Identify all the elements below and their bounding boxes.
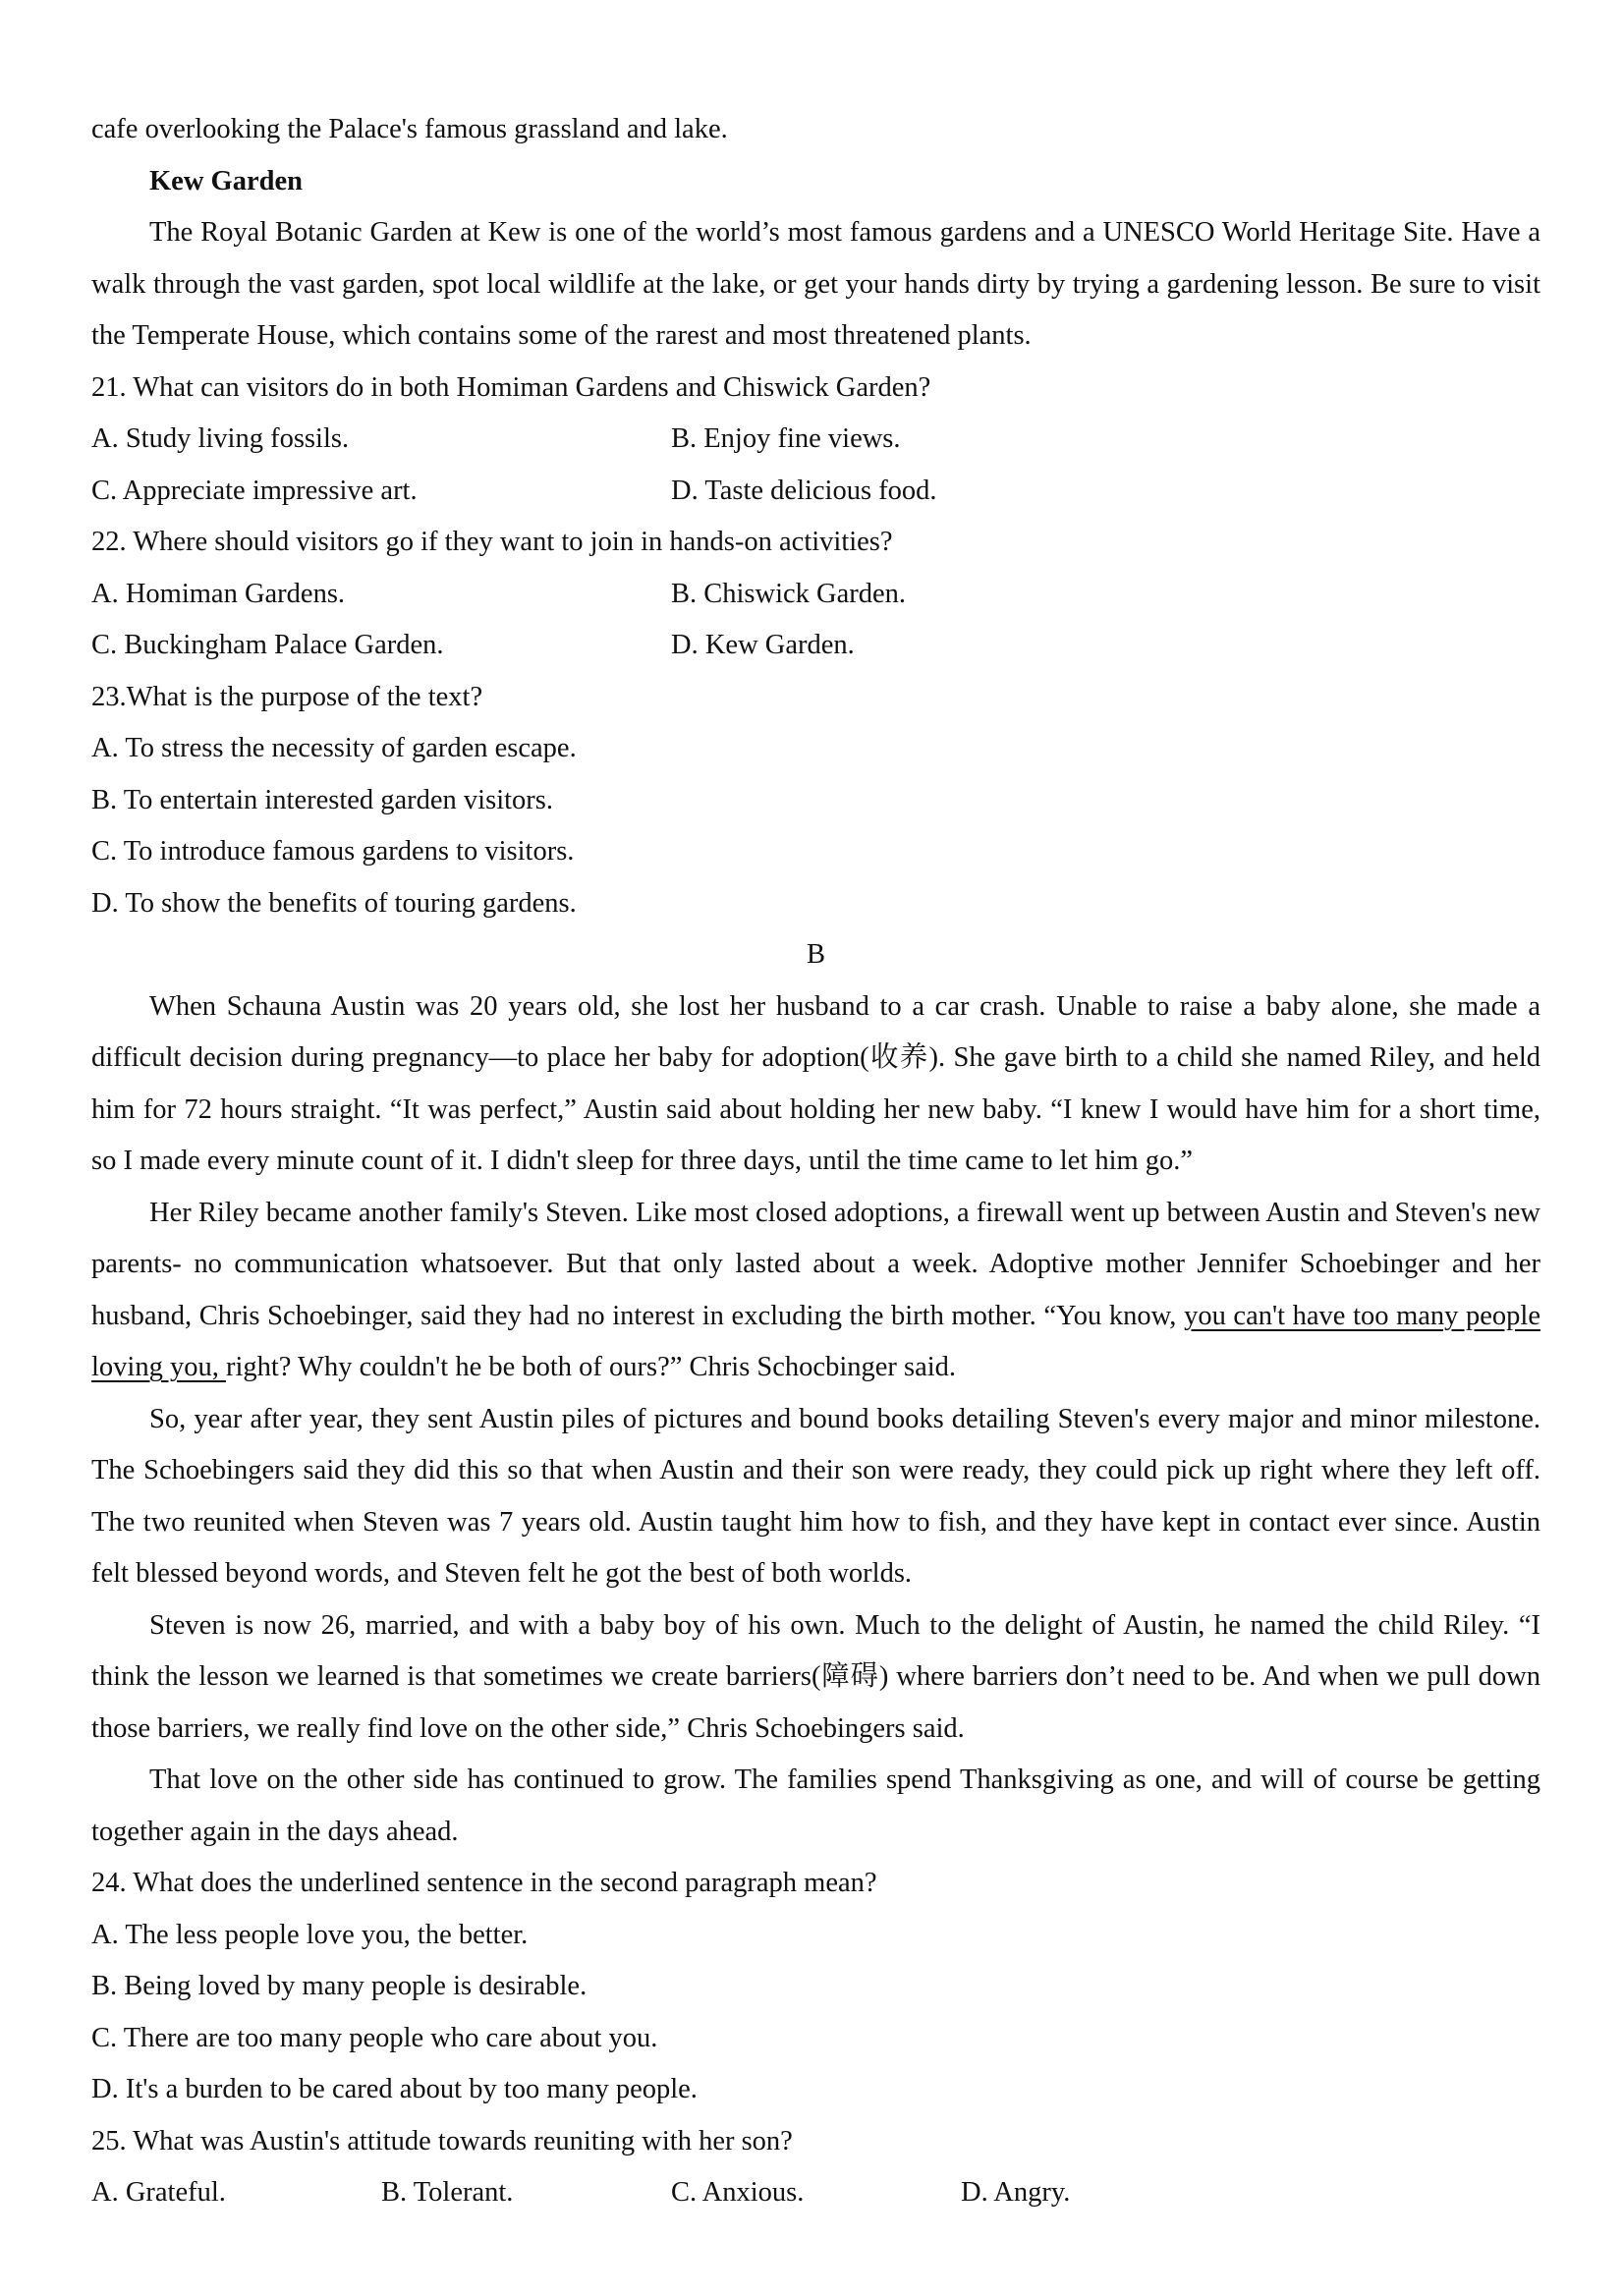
exam-page [91, 104, 1540, 2219]
option-b: B. Chiswick Garden. [671, 578, 907, 609]
option-c: C. There are too many people who care about you. [91, 2022, 658, 2053]
kew-garden-paragraph: The Royal Botanic Garden at Kew is one of the world’s most famous gardens and a UNESCO World Heritage Site. Have a walk through the vast garden, spot local wildlife at the lake, or get your hands dirty by trying a gardening lesson. Be sure to visit the Temperate House, which contains some of the rarest and most threatened plants. [91, 217, 1540, 351]
question-stem: 25. What was Austin's attitude towards reuniting with her son? [91, 2125, 793, 2156]
option-c: C. Anxious. [671, 2177, 805, 2208]
passage-b-paragraph-3: So, year after year, they sent Austin piles of pictures and bound books detailing Steven's every major and minor milestone. The Schoebingers said they did this so that when Austin and their son were ready, they could pick up right where they left off. The two reunited when Steven was 7 years old. Austin taught him how to fish, and they have kept in contact ever since. Austin felt blessed beyond words, and Steven felt he got the best of both worlds. [91, 1403, 1540, 1589]
option-c: C. Appreciate impressive art. [91, 475, 418, 506]
option-c: C. Buckingham Palace Garden. [91, 630, 444, 660]
section-label-b: B [806, 939, 825, 970]
passage-b-paragraph-5: That love on the other side has continued to grow. The families spend Thanksgiving as one, and will of course be getting together again in the days ahead. [91, 1764, 1540, 1847]
options-row [91, 569, 1540, 621]
option-d: D. Taste delicious food. [671, 475, 937, 506]
passage-b-paragraph-2 [91, 1188, 1540, 1394]
options-row [91, 466, 1540, 518]
option-b: B. To entertain interested garden visitors. [91, 784, 553, 815]
question-25 [91, 2116, 1540, 2219]
question-24 [91, 1858, 1540, 2116]
paragraph-text: Her Riley became another family's Steven. Like most closed adoptions, a firewall went up between Austin and Steven's new parents- no communication whatsoever. But that only lasted about a week. Adoptive mother Jennifer Schoebinger and her husband, Chris Schoebinger, said they had no interest in excluding the birth mother. “You know, [91, 1197, 1540, 1331]
options-row [91, 2167, 1540, 2219]
question-stem: 22. Where should visitors go if they want to join in hands-on activities? [91, 527, 893, 557]
kew-garden-heading: Kew Garden [149, 165, 303, 196]
option-c: C. To introduce famous gardens to visitors. [91, 836, 575, 867]
passage-b-paragraph-1: When Schauna Austin was 20 years old, she lost her husband to a car crash. Unable to raise a baby alone, she made a difficult decision during pregnancy—to place her baby for adoption(收养). She gave birth to a child she named Riley, and held him for 72 hours straight. “It was perfect,” Austin said about holding her new baby. “I knew I would have him for a short time, so I made every minute count of it. I didn't sleep for three days, until the time came to let him go.” [91, 990, 1540, 1176]
option-b: B. Being loved by many people is desirable. [91, 1971, 588, 2001]
paragraph-text: right? Why couldn't he be both of ours?” Chris Schocbinger said. [225, 1352, 957, 1382]
option-a: A. The less people love you, the better. [91, 1919, 529, 1950]
option-b: B. Tolerant. [381, 2177, 514, 2208]
question-22 [91, 517, 1540, 672]
option-d: D. It's a burden to be cared about by too many people. [91, 2074, 698, 2104]
underlined-sentence: you can't have too many people loving you, [91, 1300, 1541, 1382]
options-row [91, 620, 1540, 672]
option-d: D. Angry. [961, 2177, 1071, 2208]
option-a: A. Grateful. [91, 2177, 226, 2208]
question-21 [91, 363, 1540, 518]
question-stem: 23.What is the purpose of the text? [91, 681, 483, 712]
question-stem: 24. What does the underlined sentence in the second paragraph mean? [91, 1868, 877, 1898]
question-stem: 21. What can visitors do in both Homiman Gardens and Chiswick Garden? [91, 371, 931, 403]
option-a: A. Homiman Gardens. [91, 578, 346, 609]
option-d: D. Kew Garden. [671, 630, 855, 660]
option-a: A. Study living fossils. [91, 423, 350, 454]
option-d: D. To show the benefits of touring gardens. [91, 887, 577, 919]
intro-line: cafe overlooking the Palace's famous grassland and lake. [91, 114, 728, 144]
passage-b-paragraph-4: Steven is now 26, married, and with a baby boy of his own. Much to the delight of Austin, he named the child Riley. “I think the lesson we learned is that sometimes we create barriers(障碍) where barriers don’t need to be. And when we pull down those barriers, we really find love on the other side,” Chris Schoebingers said. [91, 1609, 1540, 1744]
option-a: A. To stress the necessity of garden escape. [91, 733, 577, 763]
options-row [91, 414, 1540, 466]
question-23 [91, 672, 1540, 930]
option-b: B. Enjoy fine views. [671, 423, 901, 454]
